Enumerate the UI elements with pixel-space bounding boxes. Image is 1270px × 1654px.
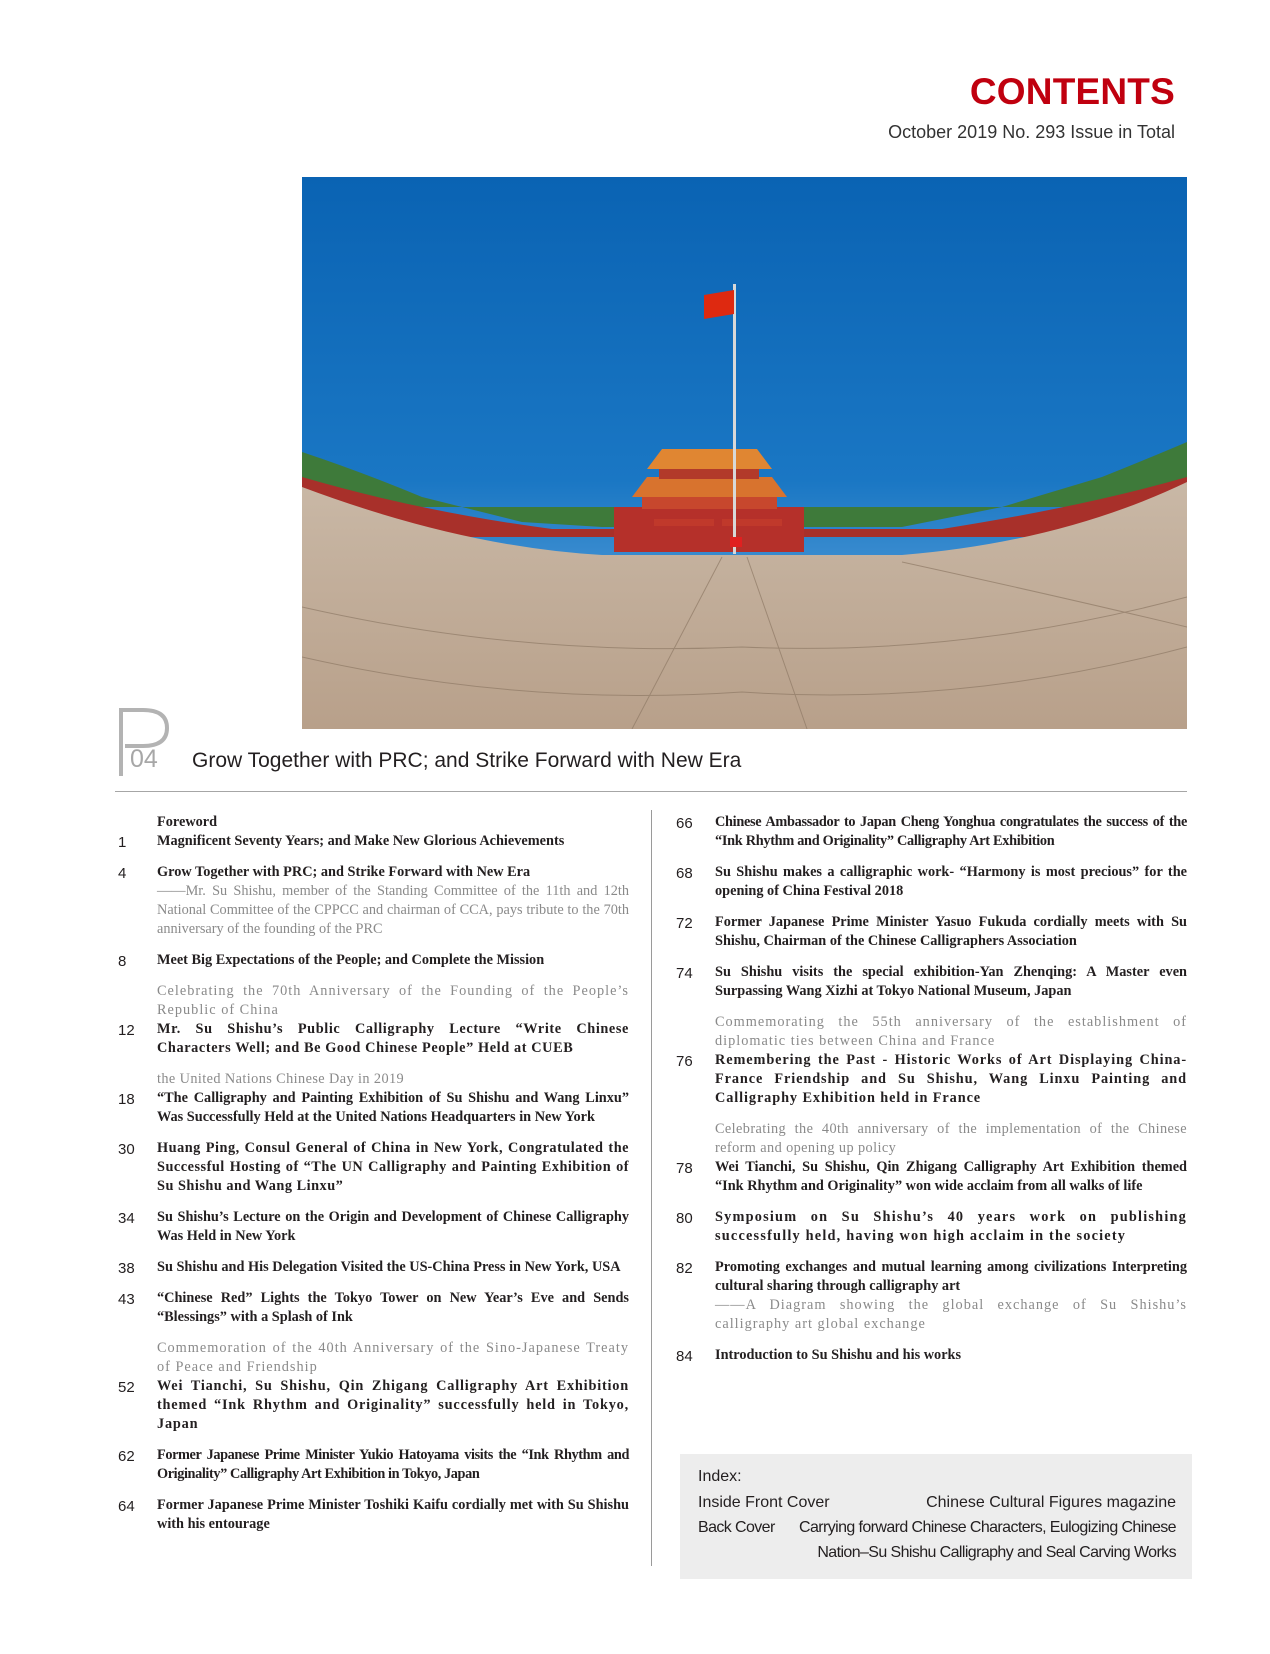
toc-page-number: 12 [118,1022,135,1039]
toc-section-label: Commemorating the 55th anniversary of the establishment of diplomatic ties between China and France [715,1014,1187,1049]
toc-left-column [115,813,629,1546]
toc-foreword [115,813,629,832]
index-box [680,1454,1192,1579]
toc-entry[interactable] [673,1013,1187,1108]
toc-title[interactable]: Promoting exchanges and mutual learning among civilizations Interpreting cultural sharing through calligraphy art [715,1259,1187,1294]
toc-title[interactable]: Su Shishu visits the special exhibition-Yan Zhenqing: A Master even Surpassing Wang Xizhi at Tokyo National Museum, Japan [715,964,1187,999]
toc-entry[interactable] [115,1208,629,1246]
toc-entry[interactable] [115,951,629,970]
horizontal-divider [115,791,1187,792]
toc-title[interactable]: Mr. Su Shishu’s Public Calligraphy Lecture “Write Chinese Characters Well; and Be Good Chinese People” Held at CUEB [157,1021,629,1056]
toc-title[interactable]: Former Japanese Prime Minister Yasuo Fukuda cordially meets with Su Shishu, Chairman of the Chinese Calligraphers Association [715,914,1187,949]
toc-title[interactable]: “Chinese Red” Lights the Tokyo Tower on New Year’s Eve and Sends “Blessings” with a Splash of Ink [157,1290,629,1325]
toc-subtitle: ——Mr. Su Shishu, member of the Standing Committee of the 11th and 12th National Committee of the CPPCC and chairman of CCA, pays tribute to the 70th anniversary of the founding of the PRC [157,883,629,937]
toc-page-number: 74 [676,965,693,982]
toc-page-number: 62 [118,1448,135,1465]
flagpole [733,284,736,554]
toc-entry[interactable] [673,963,1187,1001]
toc-title[interactable]: Su Shishu and His Delegation Visited the US-China Press in New York, USA [157,1259,621,1275]
index-content-continued: Nation–Su Shishu Calligraphy and Seal Carving Works [817,1544,1176,1561]
toc-page-number: 52 [118,1379,135,1396]
toc-title[interactable]: Huang Ping, Consul General of China in New York, Congratulated the Successful Hosting of “The UN Calligraphy and Painting Exhibition of Su Shishu and Wang Linxu” [157,1140,629,1194]
toc-title[interactable]: Magnificent Seventy Years; and Make New Glorious Achievements [157,833,565,849]
index-content: Carrying forward Chinese Characters, Eulogizing Chinese [799,1519,1176,1536]
flag [704,290,734,319]
toc-page-number: 78 [676,1160,693,1177]
contents-title: CONTENTS [969,71,1175,112]
toc-page-number: 64 [118,1498,135,1515]
toc-page-number: 4 [118,865,127,882]
toc-title[interactable]: Wei Tianchi, Su Shishu, Qin Zhigang Calligraphy Art Exhibition themed “Ink Rhythm and Originality” won wide acclaim from all walks of life [715,1159,1187,1194]
feature-title: Grow Together with PRC; and Strike Forward with New Era [192,749,742,772]
issue-info: October 2019 No. 293 Issue in Total [888,122,1175,142]
toc-entry[interactable] [115,863,629,939]
toc-entry[interactable] [115,832,629,851]
toc-section-label: the United Nations Chinese Day in 2019 [157,1071,405,1087]
toc-title[interactable]: Introduction to Su Shishu and his works [715,1347,962,1363]
toc-title[interactable]: Grow Together with PRC; and Strike Forward with New Era [157,864,531,880]
foreword-label: Foreword [157,814,218,830]
toc-page-number: 18 [118,1091,135,1108]
toc-entry[interactable] [115,1139,629,1196]
tiananmen-square-photo [302,177,1187,729]
toc-title[interactable]: Wei Tianchi, Su Shishu, Qin Zhigang Calligraphy Art Exhibition themed “Ink Rhythm and Originality” successfully held in Tokyo, Japan [157,1378,629,1432]
column-divider [651,810,652,1566]
toc-page-number: 82 [676,1260,693,1277]
toc-title[interactable]: Meet Big Expectations of the People; and Complete the Mission [157,952,545,968]
toc-entry[interactable] [673,1120,1187,1196]
toc-page-number: 34 [118,1210,135,1227]
toc-page-number: 76 [676,1053,693,1070]
toc-page-number: 68 [676,865,693,882]
toc-right-column [673,813,1187,1377]
toc-page-number: 30 [118,1141,135,1158]
toc-entry[interactable] [115,982,629,1058]
toc-page-number: 84 [676,1348,693,1365]
toc-entry[interactable] [115,1339,629,1434]
cover-photo [302,177,1187,729]
toc-entry[interactable] [115,1496,629,1534]
toc-section-label: Celebrating the 70th Anniversary of the Founding of the People’s Republic of China [157,983,629,1018]
toc-entry[interactable] [673,1208,1187,1246]
feature-page-number: 04 [130,745,158,773]
toc-page-number: 43 [118,1291,135,1308]
toc-title[interactable]: “The Calligraphy and Painting Exhibition of Su Shishu and Wang Linxu” Was Successfully Held at the United Nations Headquarters in New York [157,1090,629,1125]
toc-entry[interactable] [115,1258,629,1277]
toc-entry[interactable] [673,863,1187,901]
toc-entry[interactable] [115,1289,629,1327]
toc-page-number: 66 [676,815,693,832]
toc-entry[interactable] [673,1346,1187,1365]
toc-page-number: 80 [676,1210,693,1227]
toc-page-number: 72 [676,915,693,932]
toc-title[interactable]: Su Shishu makes a calligraphic work- “Harmony is most precious” for the opening of China Festival 2018 [715,864,1187,899]
toc-title[interactable]: Symposium on Su Shishu’s 40 years work on publishing successfully held, having won high acclaim in the society [715,1209,1187,1244]
toc-entry[interactable] [673,813,1187,851]
toc-title[interactable]: Su Shishu’s Lecture on the Origin and Development of Chinese Calligraphy Was Held in New York [157,1209,629,1244]
toc-title[interactable]: Former Japanese Prime Minister Toshiki Kaifu cordially met with Su Shishu with his entourage [157,1497,629,1532]
toc-title[interactable]: Remembering the Past - Historic Works of Art Displaying China-France Friendship and Su Shishu, Wang Linxu Painting and Calligraphy Exhibition held in France [715,1052,1187,1106]
toc-page-number: 8 [118,953,127,970]
index-location: Back Cover [698,1519,775,1536]
toc-entry[interactable] [115,1446,629,1484]
toc-entry[interactable] [673,1258,1187,1334]
toc-title[interactable]: Chinese Ambassador to Japan Cheng Yonghua congratulates the success of the “Ink Rhythm and Originality” Calligraphy Art Exhibition [715,814,1187,849]
toc-section-label: Celebrating the 40th anniversary of the implementation of the Chinese reform and opening up policy [715,1121,1187,1156]
index-label: Index: [698,1468,742,1485]
toc-title[interactable]: Former Japanese Prime Minister Yukio Hatoyama visits the “Ink Rhythm and Originality” Calligraphy Art Exhibition in Tokyo, Japan [157,1447,629,1482]
toc-subtitle: ——A Diagram showing the global exchange of Su Shishu’s calligraphy art global exchange [715,1297,1187,1332]
toc-page-number: 38 [118,1260,135,1277]
index-content: Chinese Cultural Figures magazine [926,1494,1176,1511]
toc-page-number: 1 [118,834,127,851]
toc-section-label: Commemoration of the 40th Anniversary of the Sino-Japanese Treaty of Peace and Friendship [157,1340,629,1375]
toc-entry[interactable] [673,913,1187,951]
toc-entry[interactable] [115,1070,629,1127]
index-location: Inside Front Cover [698,1494,830,1511]
